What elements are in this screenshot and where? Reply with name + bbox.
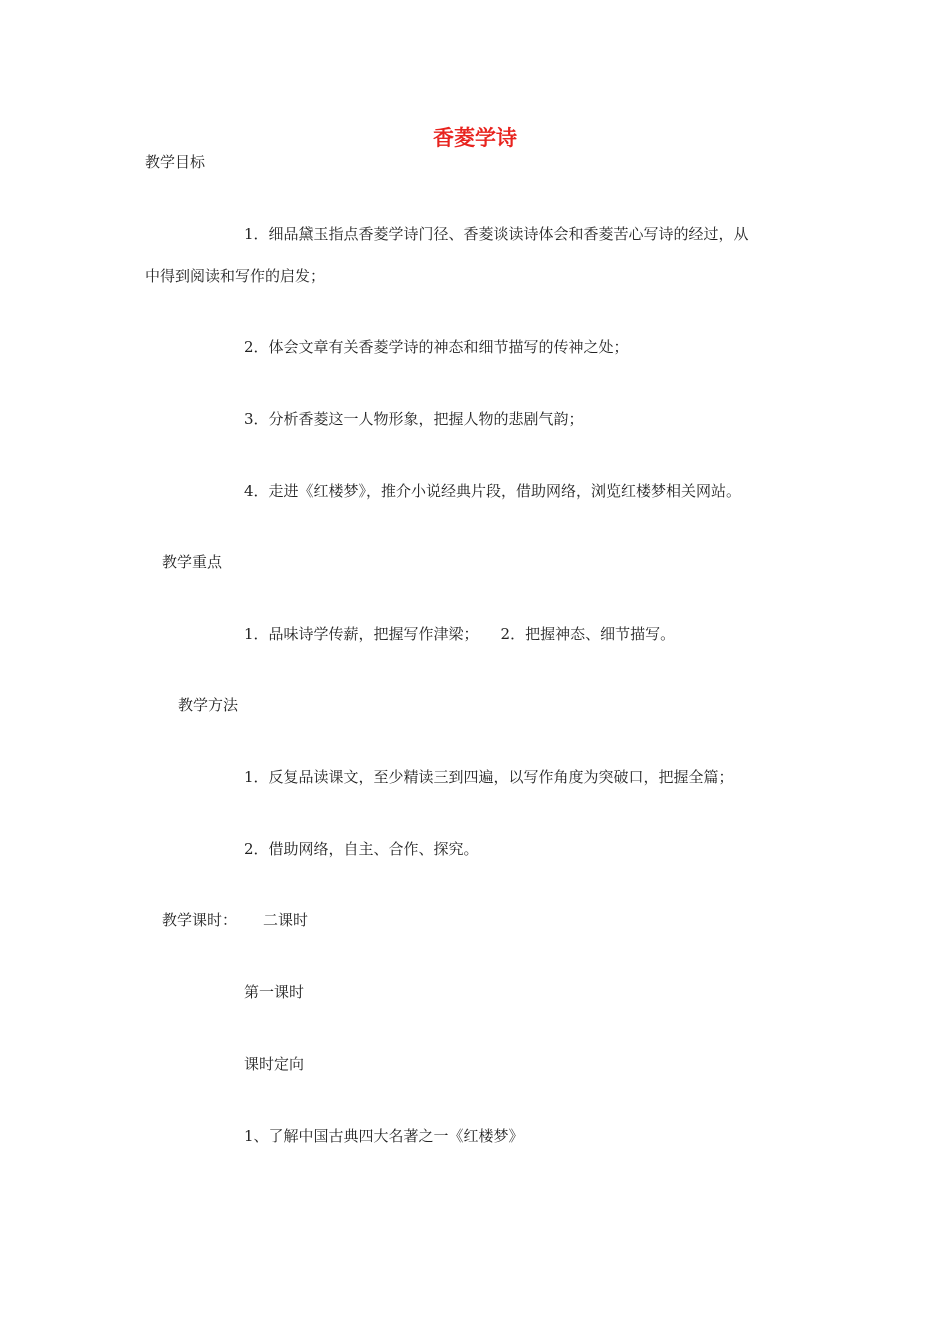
objective-item-3: 3．分析香菱这一人物形象，把握人物的悲剧气韵；: [244, 410, 584, 428]
class-hours-line: [162, 909, 308, 931]
objective-item-4: 4．走进《红楼梦》，推介小说经典片段，借助网络，浏览红楼梦相关网站。: [244, 482, 742, 500]
first-lesson-subheading: 课时定向: [244, 1055, 305, 1073]
class-hours-label: 教学课时：: [162, 911, 238, 929]
methods-heading: 教学方法: [178, 696, 239, 714]
objective-item-2: 2．体会文章有关香菱学诗的神态和细节描写的传神之处；: [244, 338, 629, 356]
key-points-heading: 教学重点: [162, 553, 223, 571]
key-point-2: 2．把握神态、细节描写。: [500, 625, 676, 643]
key-point-1: 1．品味诗学传薪，把握写作津梁；: [244, 625, 479, 643]
method-item-1: 1．反复品读课文，至少精读三到四遍，以写作角度为突破口，把握全篇；: [244, 768, 734, 786]
first-lesson-heading: 第一课时: [244, 983, 305, 1001]
first-lesson-item-1: 1、了解中国古典四大名著之一《红楼梦》: [244, 1127, 524, 1145]
objective-item-1-line-1: 1．细品黛玉指点香菱学诗门径、香菱谈读诗体会和香菱苦心写诗的经过，从: [244, 225, 749, 243]
document-title: 香菱学诗: [433, 126, 517, 150]
key-points-line: [244, 623, 675, 645]
objectives-heading: 教学目标: [145, 153, 206, 171]
class-hours-value: 二课时: [263, 911, 309, 929]
method-item-2: 2．借助网络，自主、合作、探究。: [244, 840, 479, 858]
objective-item-1-line-2: 中得到阅读和写作的启发；: [145, 267, 326, 285]
